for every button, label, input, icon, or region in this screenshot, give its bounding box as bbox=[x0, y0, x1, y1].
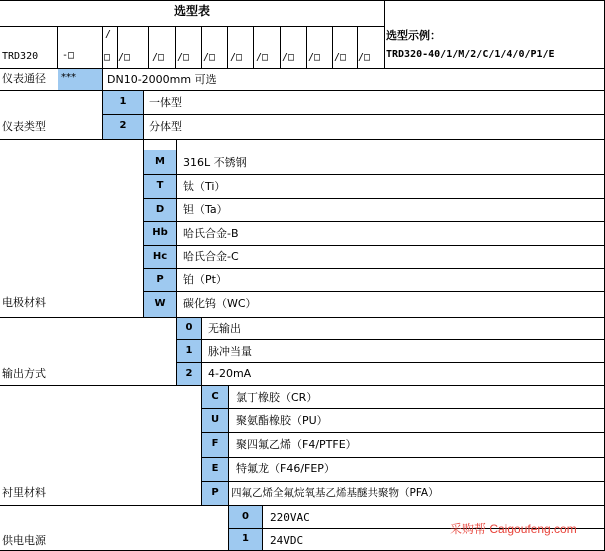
code-segment: /□ bbox=[308, 52, 321, 63]
code-segment-1: -□ bbox=[62, 50, 75, 61]
option-code: T bbox=[144, 175, 176, 198]
option-desc: 四氟乙烯全氟烷氧基乙烯基醚共聚物（PFA） bbox=[231, 487, 439, 499]
watermark: 采购帮 Caigoufeng.com bbox=[450, 522, 577, 536]
model-code: TRD320 bbox=[2, 51, 39, 62]
option-code: 0 bbox=[177, 318, 201, 339]
option-code: F bbox=[202, 433, 228, 457]
option-desc: 钛（Ti） bbox=[183, 180, 226, 193]
option-code: Hb bbox=[144, 222, 176, 245]
option-desc: 聚氨酯橡胶（PU） bbox=[236, 414, 328, 427]
option-desc: 哈氏合金-C bbox=[183, 250, 239, 263]
code-segment: /□ bbox=[282, 52, 295, 63]
example-label: 选型示例： bbox=[386, 29, 441, 42]
option-code: P bbox=[144, 269, 176, 291]
code-segment: /□ bbox=[203, 52, 216, 63]
option-code: W bbox=[144, 292, 176, 317]
code-slash: / bbox=[105, 29, 112, 40]
option-desc: 无输出 bbox=[208, 322, 241, 335]
option-code: E bbox=[202, 458, 228, 481]
table-title: 选型表 bbox=[173, 4, 210, 18]
code-segment: /□ bbox=[358, 52, 371, 63]
option-code: U bbox=[202, 409, 228, 432]
option-desc: 一体型 bbox=[149, 96, 182, 109]
code-segment: /□ bbox=[256, 52, 269, 63]
option-desc: 聚四氟乙烯（F4/PTFE） bbox=[236, 438, 357, 451]
option-desc: 特氟龙（F46/FEP） bbox=[236, 462, 335, 475]
section-label-lining: 衬里材料 bbox=[2, 486, 46, 499]
option-desc: 220VAC bbox=[270, 511, 310, 524]
option-desc: 哈氏合金-B bbox=[183, 227, 239, 240]
option-code: 2 bbox=[103, 115, 143, 139]
option-desc: DN10-2000mm 可选 bbox=[107, 73, 217, 86]
section-label-meter-type: 仪表类型 bbox=[2, 120, 46, 133]
option-code: 2 bbox=[177, 363, 201, 385]
option-desc: 铂（Pt） bbox=[183, 273, 227, 286]
option-desc: 316L 不锈钢 bbox=[183, 156, 247, 169]
code-segment: /□ bbox=[118, 52, 131, 63]
code-segment: /□ bbox=[230, 52, 243, 63]
option-code: 1 bbox=[103, 91, 143, 114]
option-desc: 氯丁橡胶（CR） bbox=[236, 391, 318, 404]
option-desc: 脉冲当量 bbox=[208, 345, 252, 358]
section-label-diameter: 仪表通径 bbox=[2, 72, 46, 85]
option-code: C bbox=[202, 386, 228, 408]
option-desc: 钽（Ta） bbox=[183, 203, 228, 216]
option-code: 0 bbox=[229, 506, 262, 528]
section-label-power: 供电电源 bbox=[2, 534, 46, 547]
option-code: P bbox=[202, 482, 228, 505]
code-segment: /□ bbox=[177, 52, 190, 63]
option-desc: 24VDC bbox=[270, 534, 304, 547]
code-segment: /□ bbox=[334, 52, 347, 63]
option-desc: 4-20mA bbox=[208, 367, 252, 380]
code-segment: /□ bbox=[152, 52, 165, 63]
option-desc: 分体型 bbox=[149, 120, 182, 133]
section-label-electrode: 电极材料 bbox=[2, 296, 46, 309]
option-desc: 碳化钨（WC） bbox=[183, 297, 257, 310]
option-code: M bbox=[144, 150, 176, 174]
option-code: 1 bbox=[177, 340, 201, 362]
example-code: TRD320-40/1/M/2/C/1/4/0/P1/E bbox=[386, 49, 555, 60]
section-label-output: 输出方式 bbox=[2, 367, 46, 380]
option-code: Hc bbox=[144, 246, 176, 268]
option-code: D bbox=[144, 199, 176, 221]
option-code: 1 bbox=[229, 529, 262, 550]
code-box: □ bbox=[104, 52, 111, 63]
option-code: *** bbox=[58, 69, 102, 90]
